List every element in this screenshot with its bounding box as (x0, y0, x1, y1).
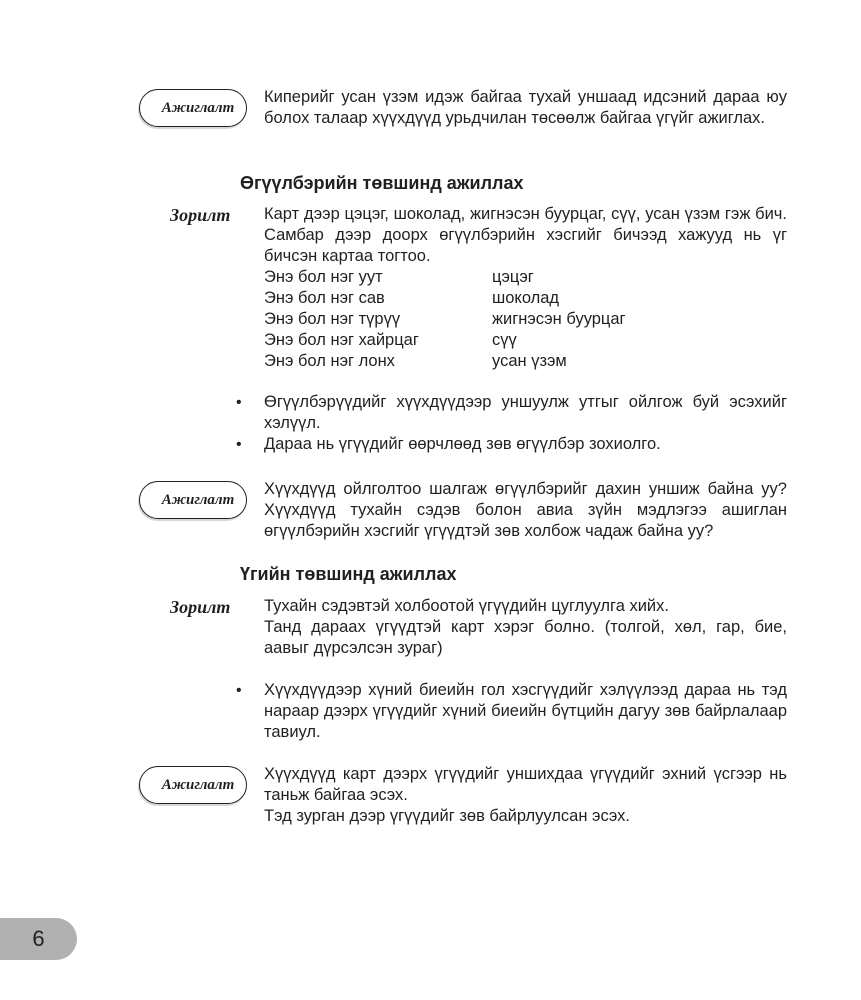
sentence-row (264, 288, 684, 309)
sentence-word: цэцэг (492, 268, 534, 286)
paragraph: Тухайн сэдэвтэй холбоотой үгүүдийн цуглуулга хийх. (264, 597, 669, 615)
bullet-text: Хүүхдүүдээр хүний биеийн гол хэсгүүдийг хэлүүлээд дараа нь тэд нараар дээрх үгүүдийг хүний биеийн бүтцийн дагуу зөв байрлалаар тавиул. (264, 681, 787, 741)
bullet-icon: • (236, 436, 242, 453)
sentence-row (264, 267, 684, 288)
page-number: 6 (0, 918, 77, 960)
observation-badge: Ажиглалт (139, 766, 247, 804)
sentence-row (264, 351, 684, 372)
bullet-icon: • (236, 682, 242, 699)
goal-label: Зорилт (170, 205, 231, 225)
observation-badge: Ажиглалт (139, 89, 247, 127)
sentence-word: усан үзэм (492, 352, 567, 370)
paragraph: Киперийг усан үзэм идэж байгаа тухай уншаад идсэний дараа юу болох талаар хүүхдүүд урьдчилан төсөөлж байгаа үгүйг ажиглах. (264, 88, 787, 127)
paragraph: Хүүхдүүд карт дээрх үгүүдийг уншихдаа үгүүдийг эхний үсгээр нь таньж байгаа эсэх. (264, 765, 787, 804)
bullet-icon: • (236, 394, 242, 411)
sentence-row (264, 330, 684, 351)
sentence-word: жигнэсэн буурцаг (492, 310, 626, 328)
sentence-start: Энэ бол нэг уут (264, 268, 383, 286)
section-heading: Өгүүлбэрийн төвшинд ажиллах (240, 173, 524, 193)
sentence-start: Энэ бол нэг түрүү (264, 310, 401, 328)
paragraph: Танд дараах үгүүдтэй карт хэрэг болно. (толгой, хөл, гар, бие, аавыг дүрсэлсэн зураг) (264, 618, 787, 657)
sentence-start: Энэ бол нэг сав (264, 289, 385, 307)
bullet-item (236, 680, 787, 743)
bullet-item (236, 434, 787, 455)
bullet-item (236, 392, 787, 434)
paragraph: Тэд зурган дээр үгүүдийг зөв байрлуулсан эсэх. (264, 807, 630, 825)
sentence-start: Энэ бол нэг хайрцаг (264, 331, 419, 349)
sentence-start: Энэ бол нэг лонх (264, 352, 395, 370)
bullet-list (236, 680, 787, 743)
paragraph: Карт дээр цэцэг, шоколад, жигнэсэн буурцаг, сүү, усан үзэм гэж бич. Самбар дээр доорх өгүүлбэрийн хэсгийг бичээд хажууд нь үг бичсэн картаа тогтоо. (264, 205, 787, 265)
sentence-word: сүү (492, 331, 517, 349)
bullet-text: Өгүүлбэрүүдийг хүүхдүүдээр уншуулж утгыг ойлгож буй эсэхийг хэлүүл. (264, 393, 787, 432)
sentence-table (264, 267, 684, 372)
goal-text (264, 596, 787, 659)
bullet-text: Дараа нь үгүүдийг өөрчлөөд зөв өгүүлбэр зохиолго. (264, 435, 661, 453)
goal-text (264, 204, 787, 267)
observation-badge: Ажиглалт (139, 481, 247, 519)
observation-text (264, 479, 787, 542)
observation-text (264, 764, 787, 827)
section-heading: Үгийн төвшинд ажиллах (240, 564, 457, 584)
paragraph: Хүүхдүүд ойлголтоо шалгаж өгүүлбэрийг дахин уншиж байна уу? Хүүхдүүд тухайн сэдэв болон авиа зүйн мэдлэгээ ашиглан өгүүлбэрийн хэсгийг үгүүдтэй зөв холбож чадаж байна уу? (264, 480, 787, 540)
sentence-word: шоколад (492, 289, 560, 307)
goal-label: Зорилт (170, 597, 231, 617)
sentence-row (264, 309, 684, 330)
observation-text (264, 87, 787, 129)
bullet-list (236, 392, 787, 455)
